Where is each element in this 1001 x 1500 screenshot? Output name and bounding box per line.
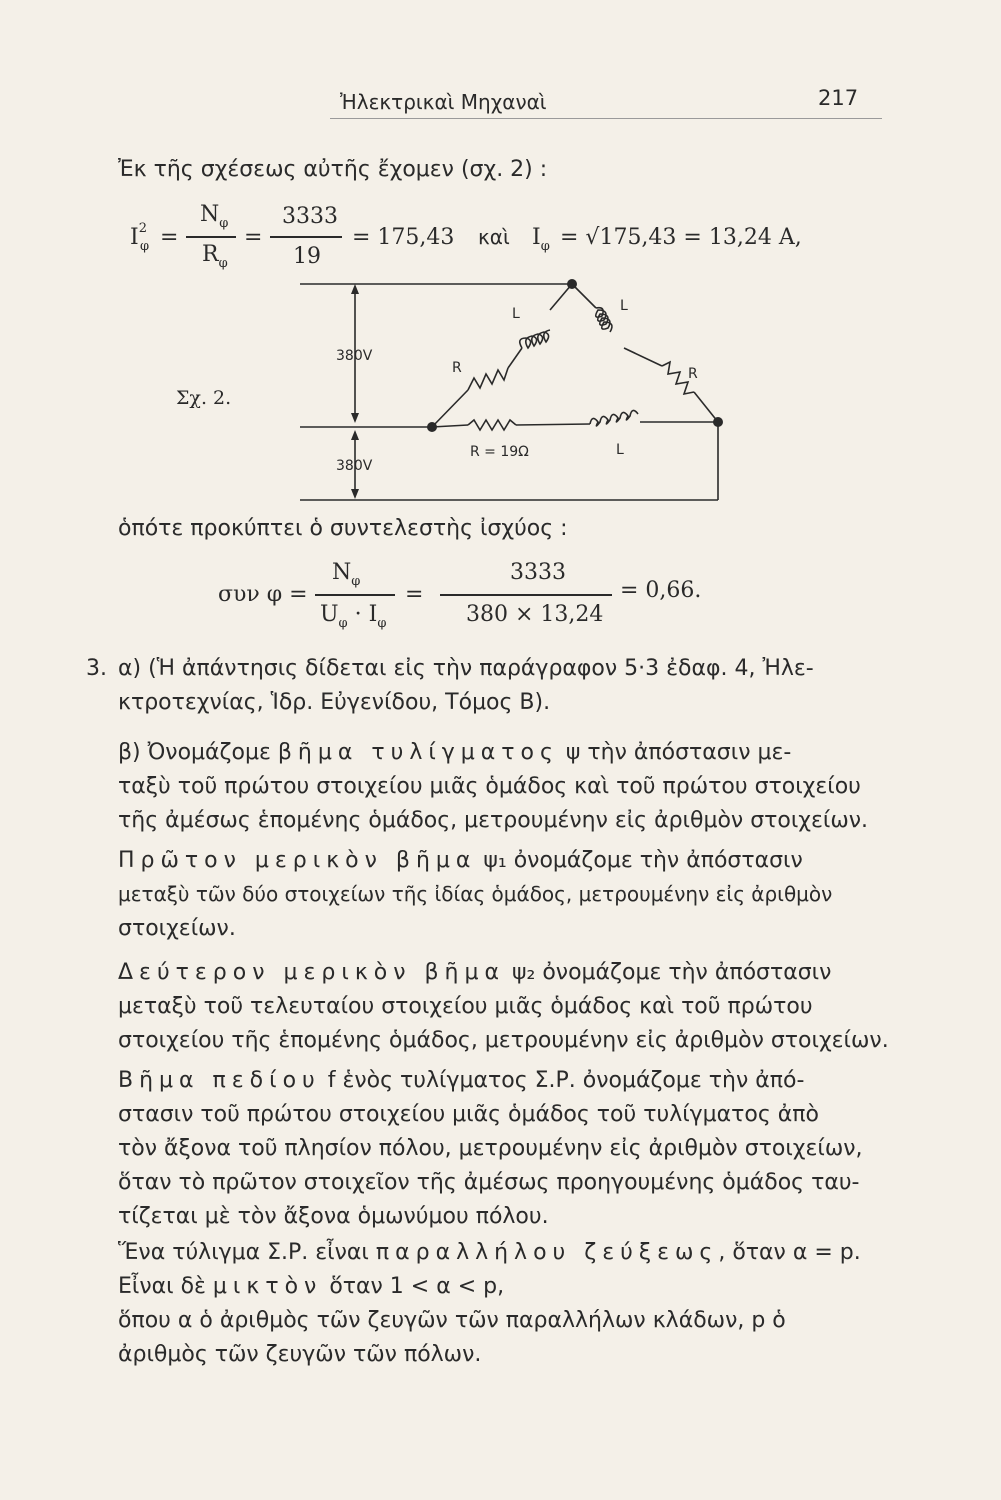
figure-caption: Σχ. 2. <box>176 387 232 409</box>
section-3-b-line3: τῆς ἀμέσως ἑπομένης ὁμάδος, μετρουμένην εἰς ἀριθμὸν στοιχείων. <box>118 808 869 833</box>
eq1-rhs-sub: φ <box>540 239 550 254</box>
eq2-lhs: συν φ = <box>218 582 308 607</box>
arrowhead-1 <box>351 284 359 294</box>
eq1-lhs-sub: φ <box>139 239 150 254</box>
eq1-num1-symbol: N <box>200 202 220 227</box>
section-3-b-line1 <box>118 740 791 765</box>
header-rule <box>330 118 882 119</box>
section-3-b-line2: ταξὺ τοῦ πρώτου στοιχείου μιᾶς ὁμάδος καὶ τοῦ πρώτου στοιχείου <box>118 774 861 799</box>
eq2-den2: 380 × 13,24 <box>466 602 604 627</box>
node-left <box>427 422 437 432</box>
section-3-e-line1 <box>118 1068 804 1093</box>
eq1-frac2-bar <box>270 236 342 238</box>
inductor-left <box>520 330 550 348</box>
f1-spaced-term: παραλλήλου ζεύξεως <box>375 1240 719 1265</box>
c1-spaced-term: Πρῶτον μερικὸν βῆμα <box>118 848 477 873</box>
f2-post: ὅταν 1 < α < p, <box>322 1274 505 1299</box>
eq2-result: = 0,66. <box>620 578 702 603</box>
eq1-result: = 175,43 <box>352 225 455 250</box>
e1-post: f ἑνὸς τυλίγματος Σ.Ρ. ὀνομάζομε τὴν ἀπό- <box>320 1068 805 1093</box>
eq2-num1-sub: φ <box>351 574 361 589</box>
label-R-bottom: R = 19Ω <box>470 444 529 460</box>
b1-pre: β) Ὀνομάζομε <box>118 740 278 765</box>
f2-spaced-term: μικτὸν <box>212 1274 323 1299</box>
left-wire-2 <box>508 348 522 368</box>
arrowhead-4 <box>351 489 359 499</box>
b1-spaced-term: βῆμα τυλίγματος <box>277 740 559 765</box>
label-voltage-bottom: 380V <box>336 458 373 474</box>
section-3-f-line4: ἀριθμὸς τῶν ζευγῶν τῶν πόλων. <box>118 1342 482 1367</box>
power-factor-intro: ὁπότε προκύπτει ὁ συντελεστὴς ἰσχύος : <box>118 516 568 541</box>
resistor-bottom <box>468 420 516 430</box>
bottom-wire-2 <box>516 424 590 425</box>
arrowhead-2 <box>351 413 359 423</box>
node-top <box>567 279 577 289</box>
left-wire-1 <box>432 390 468 427</box>
section-3-f-line1 <box>118 1240 861 1265</box>
bottom-wire-1 <box>432 425 468 427</box>
label-voltage-top: 380V <box>336 348 373 364</box>
section-3-e-line5: τίζεται μὲ τὸν ἄξονα ὁμωνύμου πόλου. <box>118 1204 549 1229</box>
section-3-d-line3: στοιχείου τῆς ἑπομένης ὁμάδος, μετρουμένην εἰς ἀριθμὸν στοιχείων. <box>118 1028 889 1053</box>
eq1-den1-symbol: R <box>202 242 219 267</box>
eq1-den2: 19 <box>293 244 321 269</box>
f2-pre: Εἶναι δὲ <box>118 1274 213 1299</box>
eq1-lhs <box>130 221 156 254</box>
eq1-rhs <box>532 225 550 254</box>
eq1-den1-sub: φ <box>218 256 228 271</box>
label-L-bottom: L <box>616 442 624 458</box>
eq2-frac2-bar <box>440 594 612 596</box>
f1-pre: Ἕνα τύλιγμα Σ.Ρ. εἶναι <box>118 1240 376 1265</box>
b1-post: ψ τὴν ἀπόστασιν με- <box>558 740 792 765</box>
section-3-d-line1 <box>118 960 831 985</box>
eq1-kai: καὶ <box>478 225 510 249</box>
eq2-den1-symbol: U <box>320 602 339 627</box>
eq1-num2: 3333 <box>282 204 338 229</box>
resistor-left <box>468 368 508 390</box>
section-3-e-line3: τὸν ἄξονα τοῦ πλησίον πόλου, μετρουμένην εἰς ἀριθμὸν στοιχείων, <box>118 1136 863 1161</box>
eq2-frac1-bar <box>315 594 395 596</box>
eq2-den1-sub: φ <box>338 616 348 631</box>
eq1-frac1-bar <box>186 236 236 238</box>
section-3-f-line3: ὅπου α ὁ ἀριθμὸς τῶν ζευγῶν τῶν παραλλήλων κλάδων, p ὁ <box>118 1308 786 1333</box>
eq2-num1-symbol: N <box>332 560 352 585</box>
eq1-rhs-value: = √175,43 = 13,24 A, <box>560 225 802 250</box>
eq1-lhs-symbol: I <box>130 225 139 250</box>
d1-post: ψ₂ ὀνομάζομε τὴν ἀπόστασιν <box>505 960 832 985</box>
eq1-rhs-symbol: I <box>532 225 541 250</box>
label-R-right: R <box>688 366 698 382</box>
section-3-c-line3: στοιχείων. <box>118 916 236 941</box>
eq2-den1-sub2: φ <box>377 616 387 631</box>
eq2-den1-mid: · I <box>347 602 378 627</box>
f1-post: , ὅταν α = p. <box>718 1240 861 1265</box>
d1-spaced-term: Δεύτερον μερικὸν βῆμα <box>118 960 506 985</box>
section-3-c-line1 <box>118 848 803 873</box>
eq2-den1 <box>320 602 387 631</box>
label-R-left: R <box>452 360 462 376</box>
section-3-d-line2: μεταξὺ τοῦ τελευταίου στοιχείου μιᾶς ὁμάδος καὶ τοῦ πρώτου <box>118 994 813 1019</box>
section-3-a-line1: α) (Ἡ ἀπάντησις δίδεται εἰς τὴν παράγραφον 5·3 ἐδαφ. 4, Ἠλε- <box>118 656 814 681</box>
label-L-right: L <box>620 298 628 314</box>
section-3-f-line2 <box>118 1274 504 1299</box>
label-L-left: L <box>512 306 520 322</box>
section-3-e-line4: ὅταν τὸ πρῶτον στοιχεῖον τῆς ἀμέσως προηγουμένης ὁμάδος ταυ- <box>118 1170 860 1195</box>
node-right <box>713 417 723 427</box>
eq1-lhs-sup: 2 <box>138 221 147 236</box>
c1-post: ψ₁ ὀνομάζομε τὴν ἀπόστασιν <box>476 848 803 873</box>
section-3-c-line2: μεταξὺ τῶν δύο στοιχείων τῆς ἰδίας ὁμάδος, μετρουμένην εἰς ἀριθμὸν <box>118 882 833 906</box>
right-wire-2 <box>624 348 662 366</box>
section-3-a-line2: κτροτεχνίας, Ἱδρ. Εὐγενίδου, Τόμος Β). <box>118 690 551 715</box>
page-number: 217 <box>818 86 859 110</box>
running-header-title: Ἠλεκτρικαὶ Μηχαναὶ <box>340 90 547 114</box>
section-3-e-line2: στασιν τοῦ πρώτου στοιχείου μιᾶς ὁμάδος τοῦ τυλίγματος ἀπὸ <box>118 1102 820 1127</box>
inductor-right <box>596 308 612 332</box>
left-wire-3 <box>550 284 572 310</box>
eq1-num1-sub: φ <box>219 216 229 231</box>
inductor-bottom <box>590 410 638 426</box>
eq1-num1 <box>200 202 229 231</box>
circuit-diagram <box>290 270 740 515</box>
eq2-num2: 3333 <box>510 560 566 585</box>
arrowhead-3 <box>351 430 359 440</box>
right-wire-1 <box>572 284 596 308</box>
section-3-number: 3. <box>86 656 107 681</box>
e1-spaced-term: Βῆμα πεδίου <box>118 1068 321 1093</box>
eq2-num1 <box>332 560 361 589</box>
right-wire-3 <box>694 392 718 422</box>
intro-line: Ἐκ τῆς σχέσεως αὐτῆς ἔχομεν (σχ. 2) : <box>118 157 548 182</box>
eq1-den1 <box>202 242 228 271</box>
